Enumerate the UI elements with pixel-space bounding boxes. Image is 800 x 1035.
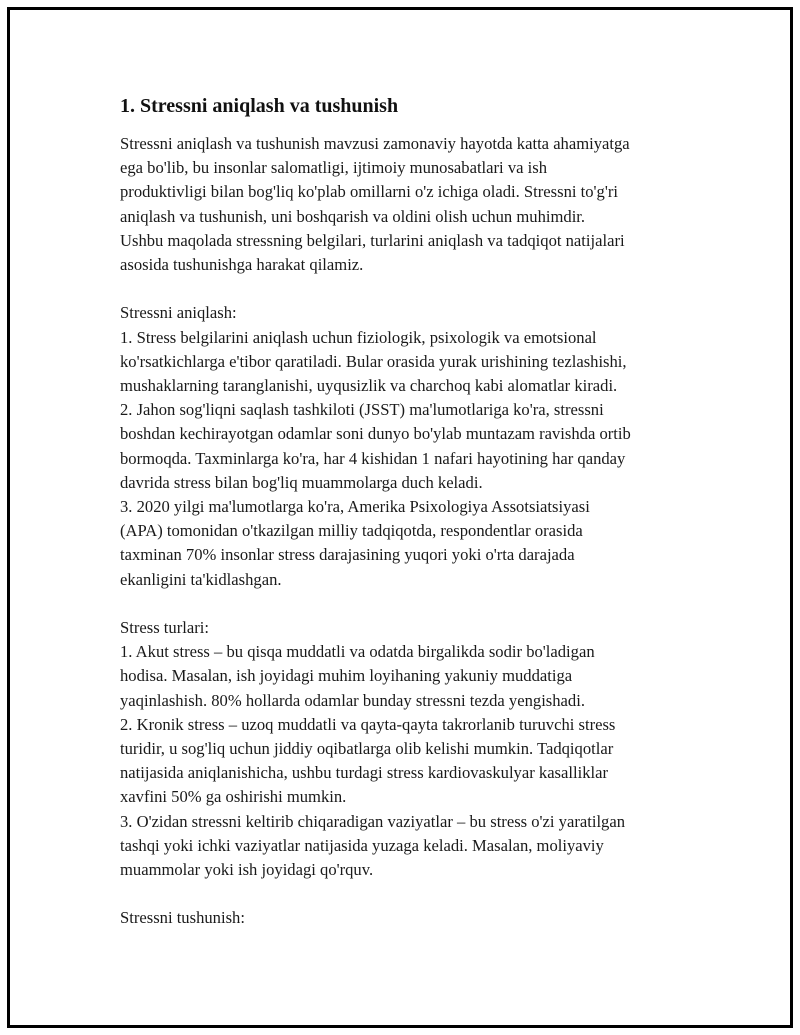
text-line: davrida stress bilan bog'liq muammolarga duch keladi. xyxy=(120,472,483,492)
text-line: 3. 2020 yilgi ma'lumotlarga ko'ra, Amerika Psixologiya Assotsiatsiyasi xyxy=(120,497,590,517)
text-line: hodisa. Masalan, ish joyidagi muhim loyihaning yakuniy muddatiga xyxy=(120,666,573,686)
blank-line xyxy=(120,277,700,301)
text-line: ega bo'lib, bu insonlar salomatligi, ijtimoiy munosabatlari va ish xyxy=(120,158,547,178)
text-line: produktivligi bilan bog'liq ko'plab omillarni o'z ichiga oladi. Stressni to'g'ri xyxy=(120,182,618,202)
text-line: aniqlash va tushunish, uni boshqarish va oldini olish uchun muhimdir. xyxy=(120,206,586,226)
text-line: yaqinlashish. 80% hollarda odamlar bunday stressni tezda yengishadi. xyxy=(120,690,585,710)
text-line: turidir, u sog'liq uchun jiddiy oqibatlarga olib kelishi mumkin. Tadqiqotlar xyxy=(120,739,614,759)
text-line: ekanligini ta'kidlashgan. xyxy=(120,569,282,589)
text-line: muammolar yoki ish joyidagi qo'rquv. xyxy=(120,860,374,880)
text-line: boshdan kechirayotgan odamlar soni dunyo bo'ylab muntazam ravishda ortib xyxy=(120,424,631,444)
text-line: Stressni aniqlash va tushunish mavzusi zamonaviy hayotda katta ahamiyatga xyxy=(120,134,630,153)
text-line: Ushbu maqolada stressning belgilari, turlarini aniqlash va tadqiqot natijalari xyxy=(120,230,625,250)
text-line: natijasida aniqlanishicha, ushbu turdagi stress kardiovaskulyar kasalliklar xyxy=(120,763,609,783)
blank-line xyxy=(120,882,700,906)
text-line: bormoqda. Taxminlarga ko'ra, har 4 kishidan 1 nafari hayotining har qanday xyxy=(120,448,626,468)
section-title: Stressni tushunish: xyxy=(120,908,245,928)
page-frame xyxy=(7,7,793,1028)
page-title: 1. Stressni aniqlash va tushunish xyxy=(120,95,399,117)
text-line: 1. Akut stress – bu qisqa muddatli va odatda birgalikda sodir bo'ladigan xyxy=(120,642,595,662)
text-line: 3. O'zidan stressni keltirib chiqaradigan vaziyatlar – bu stress o'zi yaratilgan xyxy=(120,811,626,831)
text-line: 2. Jahon sog'liqni saqlash tashkiloti (JSST) ma'lumotlariga ko'ra, stressni xyxy=(120,400,604,420)
text-line: (APA) tomonidan o'tkazilgan milliy tadqiqotda, respondentlar orasida xyxy=(120,521,583,541)
text-line: taxminan 70% insonlar stress darajasining yuqori yoki o'rta darajada xyxy=(120,545,575,565)
intro-paragraph xyxy=(120,132,700,277)
text-line: 1. Stress belgilarini aniqlash uchun fiziologik, psixologik va emotsional xyxy=(120,327,597,347)
section-title: Stressni aniqlash: xyxy=(120,303,237,323)
section-types xyxy=(120,616,700,882)
section-title: Stress turlari: xyxy=(120,618,209,638)
blank-line xyxy=(120,592,700,616)
text-line: ko'rsatkichlarga e'tibor qaratiladi. Bular orasida yurak urishining tezlashishi, xyxy=(120,351,627,371)
text-line: 2. Kronik stress – uzoq muddatli va qayta-qayta takrorlanib turuvchi stress xyxy=(120,714,616,734)
section-detection xyxy=(120,301,700,591)
text-line: xavfini 50% ga oshirishi mumkin. xyxy=(120,787,347,807)
text-line: mushaklarning taranglanishi, uyqusizlik va charchoq kabi alomatlar kiradi. xyxy=(120,376,618,396)
document-body xyxy=(120,94,700,931)
text-line: asosida tushunishga harakat qilamiz. xyxy=(120,255,364,275)
text-line: tashqi yoki ichki vaziyatlar natijasida yuzaga keladi. Masalan, moliyaviy xyxy=(120,835,604,855)
